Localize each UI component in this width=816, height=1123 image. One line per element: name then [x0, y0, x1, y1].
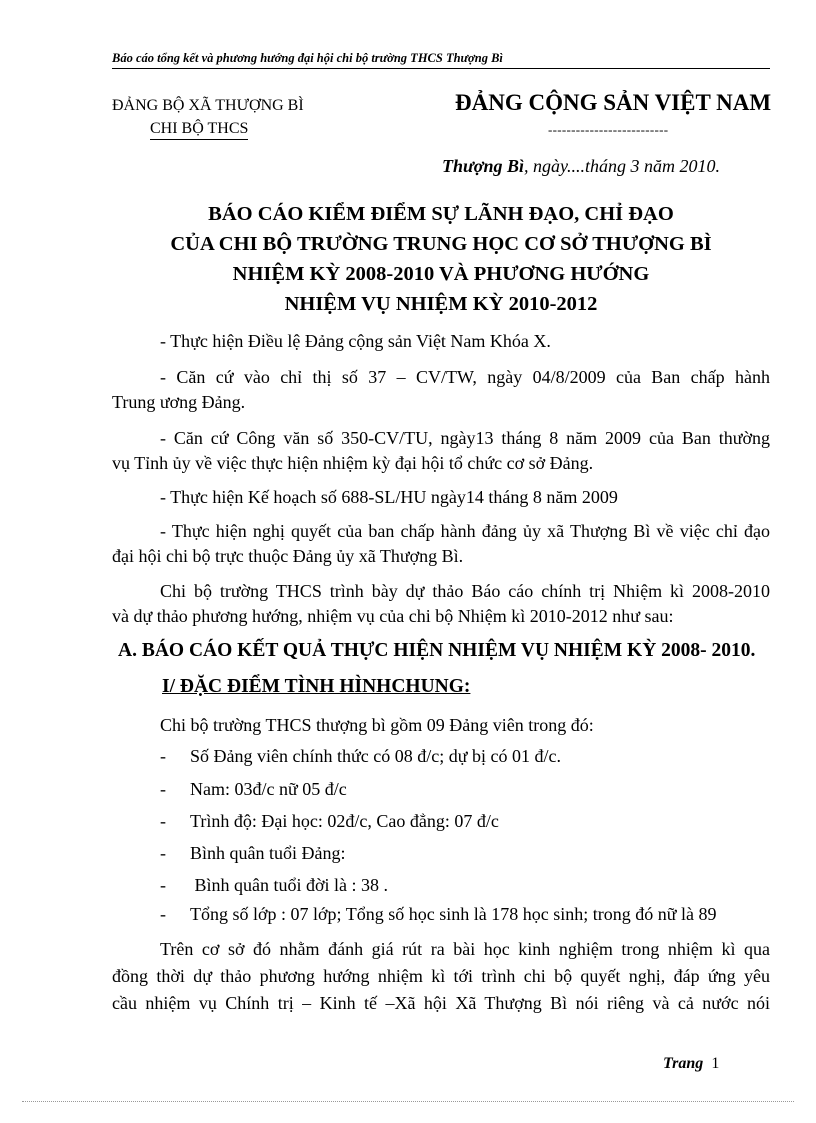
page-number: [663, 1055, 719, 1073]
basis-item: - Thực hiện Điều lệ Đảng cộng sản Việt Nam Khóa X.: [160, 331, 551, 351]
intro-paragraph: Chi bộ trường THCS trình bày dự thảo Báo cáo chính trị Nhiệm kì 2008-2010: [160, 581, 770, 601]
page-number-value: 1: [711, 1055, 720, 1072]
members-intro: Chi bộ trường THCS thượng bì gồm 09 Đảng viên trong đó:: [160, 715, 594, 735]
intro-paragraph-continued: và dự thảo phương hướng, nhiệm vụ của chi bộ Nhiệm kì 2010-2012 như sau:: [112, 606, 674, 626]
header-divider: [112, 68, 770, 69]
report-title-line-4: NHIỆM VỤ NHIỆM KỲ 2010-2012: [284, 293, 598, 315]
place-date: [442, 156, 720, 177]
basis-item-continued: vụ Tỉnh ủy về việc thực hiện nhiệm kỳ đại hội tổ chức cơ sở Đảng.: [112, 453, 594, 473]
place-name: Thượng Bì: [442, 156, 524, 176]
member-stat-item: - Trình độ: Đại học: 02đ/c, Cao đẳng: 07 đ/c: [160, 811, 499, 831]
section-i-heading: I/ ĐẶC ĐIỂM TÌNH HÌNHCHUNG:: [162, 676, 471, 697]
member-stat-text: Tổng số lớp : 07 lớp; Tổng số học sinh là 178 học sinh; trong đó nữ là 89: [190, 904, 717, 924]
member-stat-item: - Tổng số lớp : 07 lớp; Tổng số học sinh là 178 học sinh; trong đó nữ là 89: [160, 904, 717, 924]
party-branch: CHI BỘ THCS: [150, 120, 248, 140]
party-name-underline: --------------------------: [548, 122, 669, 137]
basis-item: - Căn cứ vào chỉ thị số 37 – CV/TW, ngày 04/8/2009 của Ban chấp hành: [160, 367, 770, 387]
closing-paragraph-continued: đồng thời dự thảo phương hướng nhiệm kì tới trình chi bộ quyết nghị, đáp ứng yêu: [112, 966, 770, 986]
page-label: Trang: [663, 1055, 704, 1072]
report-title-line-1: BÁO CÁO KIỂM ĐIỂM SỰ LÃNH ĐẠO, CHỈ ĐẠO: [208, 203, 674, 225]
basis-item-continued: đại hội chi bộ trực thuộc Đảng ủy xã Thượng Bì.: [112, 546, 464, 566]
report-title-line-2: CỦA CHI BỘ TRƯỜNG TRUNG HỌC CƠ SỞ THƯỢNG BÌ: [170, 233, 712, 255]
member-stat-text: Trình độ: Đại học: 02đ/c, Cao đẳng: 07 đ/c: [190, 811, 499, 831]
basis-item: - Căn cứ Công văn số 350-CV/TU, ngày13 tháng 8 năm 2009 của Ban thường: [160, 428, 770, 448]
party-name: ĐẢNG CỘNG SẢN VIỆT NAM: [455, 90, 772, 115]
basis-item: - Thực hiện nghị quyết của ban chấp hành đảng ủy xã Thượng Bì về việc chỉ đạo: [160, 521, 770, 541]
member-stat-text: Bình quân tuổi Đảng:: [190, 843, 346, 863]
running-header: Báo cáo tổng kết và phương hướng đại hội chi bộ trường THCS Thượng Bì: [112, 51, 503, 65]
basis-item: - Thực hiện Kế hoạch số 688-SL/HU ngày14 tháng 8 năm 2009: [160, 487, 618, 507]
section-a-heading: A. BÁO CÁO KẾT QUẢ THỰC HIỆN NHIỆM VỤ NHIỆM KỲ 2008- 2010.: [118, 640, 756, 661]
member-stat-item: - Bình quân tuổi đời là : 38 .: [160, 875, 389, 895]
member-stat-text: Bình quân tuổi đời là : 38 .: [190, 875, 389, 895]
closing-paragraph-continued: cầu nhiệm vụ Chính trị – Kinh tế –Xã hội Xã Thượng Bì nói riêng và cả nước nói: [112, 993, 770, 1013]
date-text: , ngày....tháng 3 năm 2010.: [523, 156, 720, 176]
member-stat-item: - Bình quân tuổi Đảng:: [160, 843, 346, 863]
footer-divider: [22, 1101, 794, 1102]
member-stat-item: - Số Đảng viên chính thức có 08 đ/c; dự bị có 01 đ/c.: [160, 746, 561, 766]
member-stat-text: Số Đảng viên chính thức có 08 đ/c; dự bị có 01 đ/c.: [190, 746, 561, 766]
member-stat-text: Nam: 03đ/c nữ 05 đ/c: [190, 779, 347, 799]
closing-paragraph: Trên cơ sở đó nhằm đánh giá rút ra bài học kinh nghiệm trong nhiệm kì qua: [160, 939, 770, 959]
basis-item-continued: Trung ương Đảng.: [112, 392, 246, 412]
report-title-line-3: NHIỆM KỲ 2008-2010 VÀ PHƯƠNG HƯỚNG: [232, 263, 650, 285]
member-stat-item: - Nam: 03đ/c nữ 05 đ/c: [160, 779, 347, 799]
party-organization: ĐẢNG BỘ XÃ THƯỢNG BÌ: [112, 97, 304, 114]
